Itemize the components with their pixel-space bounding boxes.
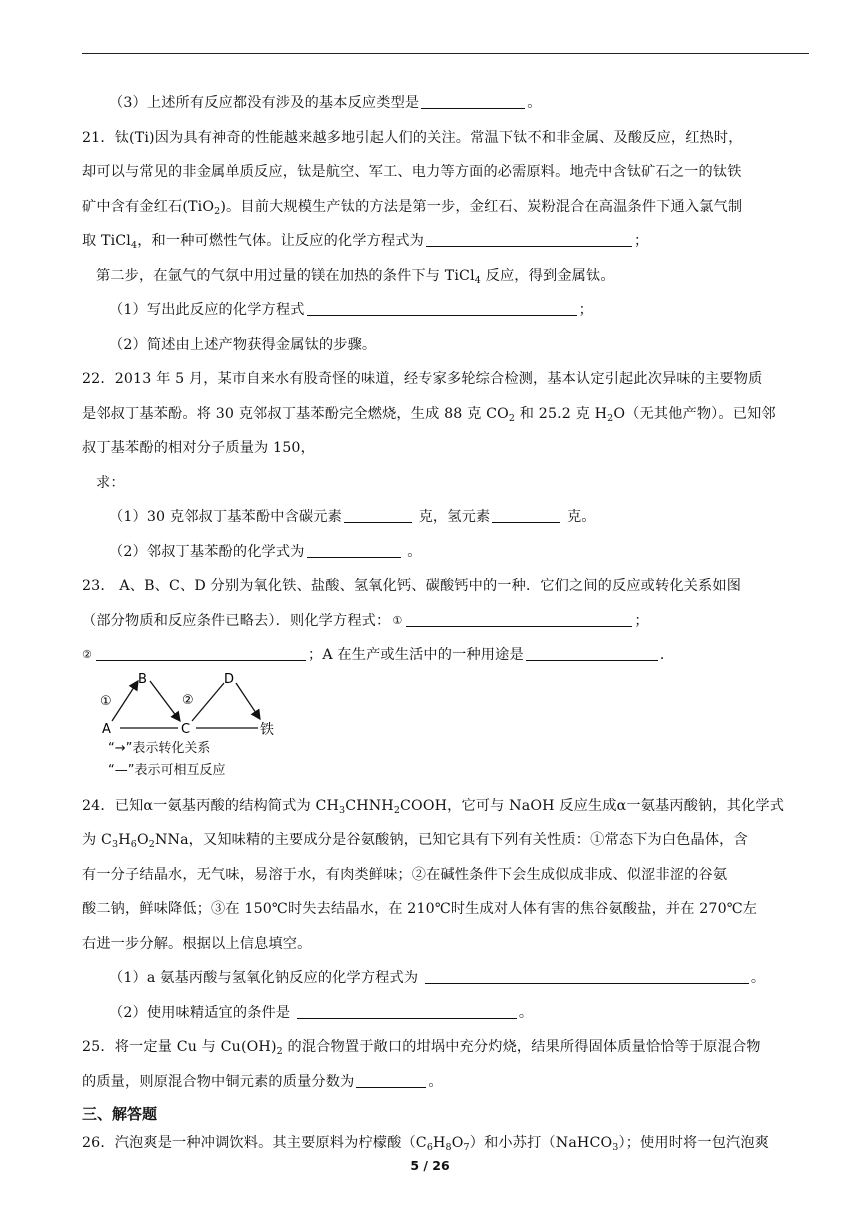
q22-text: O（无其他产物）。已知邻: [613, 405, 776, 422]
q24-text: 为 C: [82, 832, 113, 848]
q20-part3-end: 。: [527, 95, 542, 111]
q25-text: 。: [428, 1073, 443, 1090]
answer-blank[interactable]: [307, 301, 577, 316]
subscript: 3: [112, 839, 119, 850]
q22-text: （2）邻叔丁基苯酚的化学式为: [109, 543, 305, 560]
subscript: 3: [612, 1142, 619, 1153]
q22-text: 是邻叔丁基苯酚。将 30 克邻叔丁基苯酚完全燃烧，生成 88 克 CO: [82, 405, 509, 422]
q20-part3: [82, 86, 809, 121]
subscript: 4: [474, 274, 481, 286]
node-a: A: [102, 721, 111, 737]
q20-part3-text: （3）上述所有反应都没有涉及的基本反应类型是: [109, 95, 420, 111]
arrow-a-to-b: [112, 681, 138, 721]
q21-text: 钛(Ti)因为具有神奇的性能越来越多地引起人们的关注。常温下钛不和非金属、及酸反应，红热时，: [114, 129, 743, 146]
q21-line5: [82, 259, 809, 294]
circled-number: ②: [411, 866, 427, 883]
q24-line4: [82, 892, 809, 927]
q22-text: 克，氢元素: [413, 509, 491, 525]
node-b: B: [138, 672, 147, 687]
q24-text: H: [118, 832, 131, 848]
answer-blank[interactable]: [307, 542, 401, 557]
q21-part2: [82, 328, 809, 363]
circled-number: ②: [82, 648, 93, 661]
answer-blank[interactable]: [492, 508, 560, 523]
q24-line3: [82, 858, 809, 893]
node-d: D: [224, 672, 235, 687]
q23-line1: [82, 569, 809, 604]
q23-text: （部分物质和反应条件已略去）．则化学方程式：: [82, 612, 391, 629]
answer-blank[interactable]: [297, 1003, 517, 1018]
q26-text: ）和小苏打（NaHCO: [469, 1135, 613, 1151]
section-title: 三、解答题: [82, 1105, 158, 1123]
q22-line3: [82, 431, 809, 466]
q22-part2: [82, 535, 809, 570]
subscript: 6: [130, 839, 137, 850]
q22-text: 和 25.2 克 H: [515, 405, 608, 422]
circled-number: ①: [590, 832, 605, 848]
q21-text: ；: [633, 233, 649, 249]
q26-text: ）；使用时将一包汽泡爽: [618, 1135, 770, 1151]
line-c-d: [192, 683, 224, 721]
q26-text: 汽泡爽是一种冲调饮料。其主要原料为柠檬酸（C: [114, 1135, 427, 1151]
q21-line4: [82, 224, 809, 259]
subscript: 2: [508, 412, 516, 424]
q21-line3: [82, 190, 809, 225]
node-c: C: [181, 721, 191, 737]
label-1: ①: [100, 693, 112, 709]
question-number: 24．: [82, 797, 115, 814]
q23-text: ；: [634, 612, 649, 629]
answer-blank[interactable]: [426, 232, 632, 247]
q21-line2: [82, 155, 809, 190]
q24-text: NNa，又知味精的主要成分是谷氨酸钠，已知它具有下列有关性质：: [154, 832, 591, 848]
q25-text: 的混合物置于敞口的坩埚中充分灼烧，结果所得固体质量恰恰等于原混合物: [282, 1039, 761, 1055]
subscript: 2: [607, 412, 614, 424]
q21-text: ；: [578, 302, 593, 318]
question-number: 22．: [82, 371, 115, 387]
header-rule: [82, 53, 809, 54]
q22-text: 2013 年 5 月，某市自来水有股奇怪的味道，经专家多轮综合检测，基本认定引起此次异味的主要物质: [114, 371, 763, 387]
q21-text: 却可以与常见的非金属单质反应，钛是航空、军工、电力等方面的必需原料。地壳中含钛矿石之一的钛铁: [82, 164, 742, 180]
q24-text: O: [136, 832, 149, 848]
q24-text: 在 150℃时失去结晶水，在 210℃时生成对人体有害的焦谷氨酸盐，并在 270℃左: [225, 901, 758, 917]
q24-text: 有一分子结晶水，无气味，易溶于水，有肉类鲜味；: [82, 866, 412, 883]
q21-text: 取 TiCl: [82, 233, 131, 249]
q22-text: 求：: [96, 474, 125, 491]
q24-line2: [82, 823, 809, 858]
q24-text: 。: [518, 1004, 534, 1021]
answer-blank[interactable]: [425, 969, 749, 984]
answer-blank[interactable]: [344, 508, 412, 523]
q23-text: ；A 在生产或生活中的一种用途是: [308, 647, 524, 663]
arrow-b-to-c: [150, 681, 180, 721]
q23-line2: [82, 604, 809, 639]
q25-text: 将一定量 Cu 与 Cu(OH): [114, 1039, 277, 1055]
q21-text: 第二步，在氩气的气氛中用过量的镁在加热的条件下与 TiCl: [96, 267, 475, 284]
q24-text: 酸二钠，鲜味降低；: [82, 901, 212, 917]
q23-line3: [82, 638, 809, 673]
page-number: 5 / 26: [410, 1158, 450, 1173]
q25-text: 的质量，则原混合物中铜元素的质量分数为: [82, 1073, 355, 1090]
q24-line1: [82, 789, 809, 824]
circled-number: ①: [392, 613, 403, 627]
node-iron: 铁: [260, 721, 274, 738]
q26-line1: [82, 1126, 809, 1161]
subscript: 2: [214, 205, 221, 217]
q24-text: 在碱性条件下会生成似成非成、似涩非涩的谷氨: [426, 866, 728, 883]
q21-part2-text: （2）简述由上述产物获得金属钛的步骤。: [109, 336, 377, 353]
question-number: 25．: [82, 1039, 115, 1055]
q26-text: O: [451, 1135, 464, 1151]
q22-part1: [82, 500, 809, 535]
q22-text: 叔丁基苯酚的相对分子质量为 150，: [82, 440, 315, 456]
q21-text: 反应，得到金属钛。: [480, 267, 615, 284]
label-2: ②: [182, 692, 194, 708]
q26-text: H: [433, 1135, 446, 1151]
q22-text: （1）30 克邻叔丁基苯酚中含碳元素: [109, 509, 342, 525]
q24-text: （2）使用味精适宜的条件是: [109, 1004, 295, 1021]
question-number: 23．: [82, 578, 115, 594]
answer-blank[interactable]: [406, 611, 632, 626]
q23-text: A、B、C、D 分别为氧化铁、盐酸、氢氧化钙、碳酸钙中的一种．它们之间的反应或转化关系如图: [114, 578, 742, 594]
q24-text: CHNH: [345, 797, 394, 814]
q21-part1: [82, 293, 809, 328]
subscript: 6: [426, 1142, 434, 1153]
q25-line2: [82, 1065, 809, 1100]
q24-part1: [82, 961, 809, 996]
q24-text: （1）a 氨基丙酸与氢氧化钠反应的化学方程式为: [109, 970, 423, 986]
q21-text: ，和一种可燃性气体。让反应的化学方程式为: [137, 233, 424, 249]
q24-part2: [82, 996, 809, 1031]
q21-text: 矿中含有金红石(TiO: [82, 198, 215, 215]
q23-text: ．: [659, 647, 675, 663]
subscript: 7: [463, 1142, 470, 1153]
subscript: 2: [276, 1046, 283, 1057]
subscript: 8: [445, 1142, 452, 1153]
q22-line1: [82, 362, 809, 397]
circled-number: ③: [211, 901, 226, 917]
q24-text: 已知α一氨基丙酸的结构简式为 CH: [114, 797, 340, 814]
q22-text: 。: [402, 543, 422, 560]
q22-text: 克。: [562, 509, 596, 525]
legend-transform: “→”表示转化关系: [108, 740, 211, 756]
q21-line1: [82, 121, 809, 156]
legend-react: “—”表示可相互反应: [108, 762, 226, 778]
q21-text: )。目前大规模生产钛的方法是第一步，金红石、炭粉混合在高温条件下通入氯气制: [220, 198, 743, 215]
subscript: 3: [339, 804, 346, 816]
arrow-d-to-iron: [236, 683, 260, 719]
q22-ask: [82, 466, 809, 501]
subscript: 2: [393, 804, 401, 816]
q25-line1: [82, 1030, 809, 1065]
answer-blank[interactable]: [421, 94, 525, 109]
answer-blank[interactable]: [96, 646, 306, 661]
answer-blank[interactable]: [526, 646, 658, 661]
q24-text: 常态下为白色晶体，含: [604, 832, 748, 848]
question-number: 21．: [82, 129, 115, 146]
q24-text: COOH，它可与 NaOH 反应生成α一氨基丙酸钠，其化学式: [400, 797, 785, 814]
subscript: 2: [148, 839, 155, 850]
q24-text: 。: [750, 970, 766, 986]
q21-part1-text: （1）写出此反应的化学方程式: [109, 302, 305, 318]
reaction-diagram: [100, 673, 300, 789]
q22-line2: [82, 397, 809, 432]
answer-blank[interactable]: [356, 1072, 426, 1087]
q24-line5: [82, 927, 809, 962]
subscript: 4: [131, 240, 138, 251]
page-content: [82, 86, 809, 1161]
q24-text: 右进一步分解。根据以上信息填空。: [82, 935, 312, 952]
question-number: 26．: [82, 1135, 115, 1151]
